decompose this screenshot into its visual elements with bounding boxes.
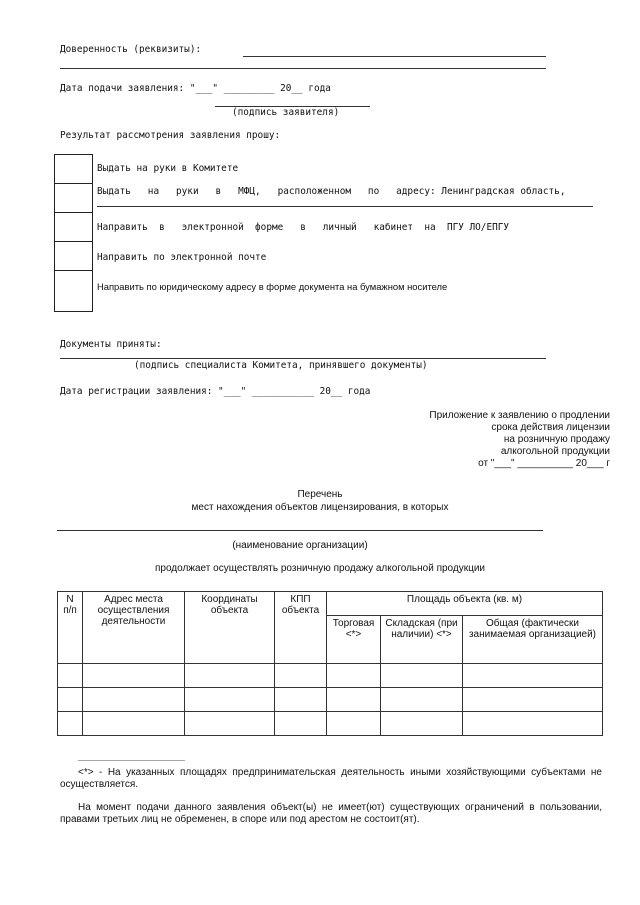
- organization-name-field[interactable]: [57, 530, 543, 531]
- table-cell[interactable]: [381, 712, 463, 736]
- statement-text: На момент подачи данного заявления объект(ы) не имеет(ют) существующих ограничений в пользовании, правами третьих лиц не обременен, в споре или под арестом не состоит(ят).: [60, 802, 602, 825]
- option-label-electronic: Направить в электронной форме в личный кабинет на ПГУ ЛО/ЕПГУ: [97, 222, 510, 233]
- table-cell[interactable]: [381, 664, 463, 688]
- appendix-header-line: алкогольной продукции: [500, 446, 610, 457]
- table-cell[interactable]: [58, 688, 83, 712]
- org-caption: (наименование организации): [232, 540, 368, 551]
- col-header-storage: Складская (при наличии) <*>: [381, 616, 463, 664]
- signature-caption: (подпись заявителя): [232, 107, 340, 118]
- footnote-rule: ________________________: [78, 752, 185, 761]
- appendix-title: Перечень: [297, 489, 343, 500]
- table-cell[interactable]: [275, 712, 327, 736]
- option-checkbox-postal[interactable]: [54, 270, 93, 312]
- col-header-address: Адрес места осуществления деятельности: [83, 592, 185, 664]
- table-cell[interactable]: [185, 664, 275, 688]
- specialist-signature-line[interactable]: [60, 358, 546, 359]
- locations-table: [57, 591, 603, 736]
- proxy-field[interactable]: [243, 56, 546, 57]
- col-header-trade: Торговая <*>: [327, 616, 381, 664]
- mfc-address-field[interactable]: [97, 206, 593, 207]
- table-cell[interactable]: [275, 664, 327, 688]
- table-cell[interactable]: [185, 688, 275, 712]
- table-cell[interactable]: [185, 712, 275, 736]
- specialist-caption: (подпись специалиста Комитета, принявшего документы): [134, 360, 428, 371]
- option-checkbox-electronic[interactable]: [54, 212, 93, 242]
- submit-date: Дата подачи заявления: "___" _________ 20__ года: [60, 83, 331, 94]
- table-cell[interactable]: [463, 712, 603, 736]
- table-row: [58, 664, 603, 688]
- continues-text: продолжает осуществлять розничную продажу алкогольной продукции: [154, 563, 486, 574]
- table-row: [58, 712, 603, 736]
- option-checkbox-email[interactable]: [54, 241, 93, 271]
- appendix-header: [310, 410, 610, 470]
- option-checkbox-mfc[interactable]: [54, 183, 93, 213]
- appendix-header-line: срока действия лицензии: [491, 422, 610, 433]
- option-label-mfc: Выдать на руки в МФЦ, расположенном по адресу: Ленинградская область,: [97, 186, 566, 197]
- docs-accepted: Документы приняты:: [60, 339, 162, 350]
- appendix-header-line: на розничную продажу: [503, 434, 610, 445]
- table-cell[interactable]: [327, 712, 381, 736]
- col-header-total: Общая (фактически занимаемая организацией): [463, 616, 603, 664]
- appendix-subtitle: мест нахождения объектов лицензирования, в которых: [191, 502, 449, 513]
- table-row: [58, 688, 603, 712]
- result-intro: Результат рассмотрения заявления прошу:: [60, 130, 281, 141]
- proxy-label: Доверенность (реквизиты):: [60, 44, 202, 55]
- option-label-postal: Направить по юридическому адресу в форме документа на бумажном носителе: [97, 281, 448, 292]
- appendix-header-line: от "___" __________ 20___ г: [478, 458, 610, 469]
- table-cell[interactable]: [463, 688, 603, 712]
- option-label-email: Направить по электронной почте: [97, 252, 267, 263]
- table-cell[interactable]: [275, 688, 327, 712]
- footnote-text: <*> - На указанных площадях предпринимательская деятельность иными хозяйствующими субъектами не осуществляется.: [60, 767, 602, 790]
- col-header-number: N п/п: [58, 592, 83, 664]
- table-cell[interactable]: [463, 664, 603, 688]
- registration-date: Дата регистрации заявления: "___" ___________ 20__ года: [60, 386, 371, 397]
- table-cell[interactable]: [83, 664, 185, 688]
- proxy-field-continued[interactable]: [60, 68, 546, 69]
- table-cell[interactable]: [327, 664, 381, 688]
- table-cell[interactable]: [83, 688, 185, 712]
- table-cell[interactable]: [381, 688, 463, 712]
- table-cell[interactable]: [58, 664, 83, 688]
- col-header-kpp: КПП объекта: [275, 592, 327, 664]
- col-header-coordinates: Координаты объекта: [185, 592, 275, 664]
- option-label-committee: Выдать на руки в Комитете: [97, 163, 239, 174]
- table-cell[interactable]: [327, 688, 381, 712]
- table-cell[interactable]: [58, 712, 83, 736]
- option-checkbox-committee[interactable]: [54, 154, 93, 184]
- col-header-area: Площадь объекта (кв. м): [327, 592, 603, 616]
- table-cell[interactable]: [83, 712, 185, 736]
- appendix-header-line: Приложение к заявлению о продлении: [429, 410, 610, 421]
